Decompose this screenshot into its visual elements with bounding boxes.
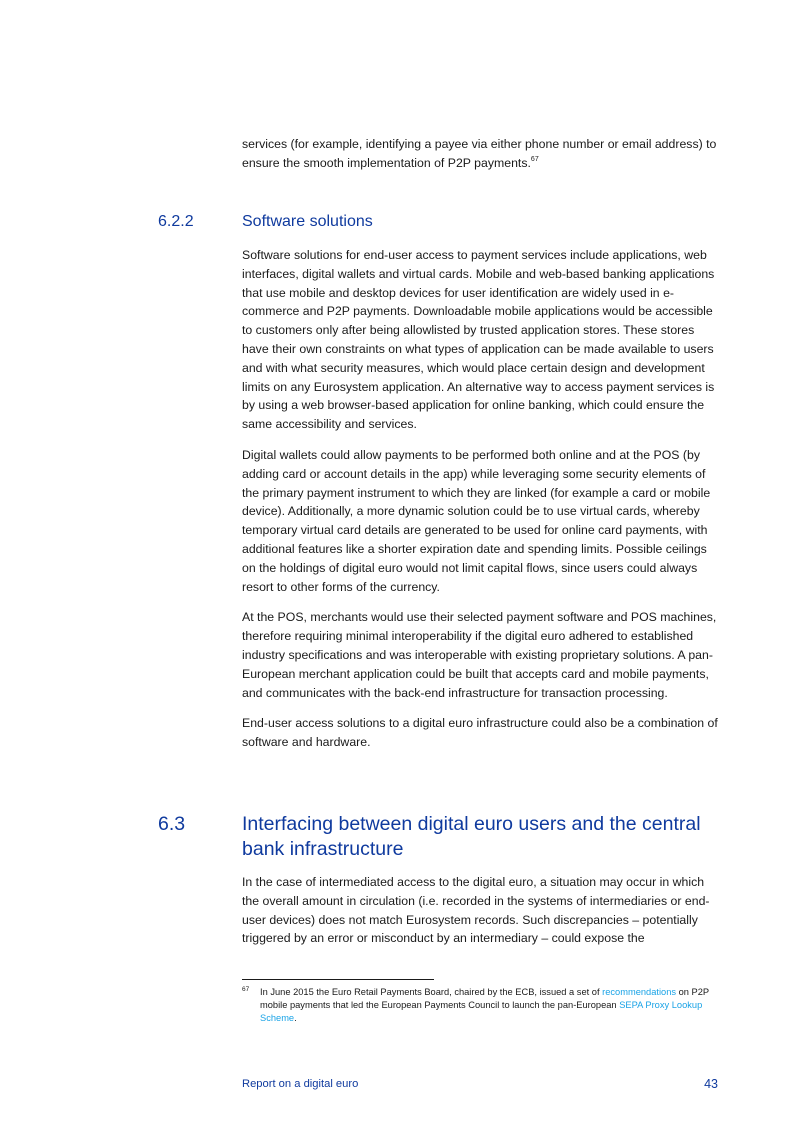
footer-report-title: Report on a digital euro (242, 1078, 359, 1090)
section-number-6-2-2: 6.2.2 (158, 213, 194, 230)
footnote-text-part: . (294, 1012, 297, 1023)
paragraph: In the case of intermediated access to the digital euro, a situation may occur in which the overall amount in circulation (i.e. recorded in the systems of intermediaries or end-user devices) does not match Eurosystem records. Such discrepancies – potentially triggered by an error or misconduct by an intermediary – could expose the (242, 875, 710, 946)
page-number: 43 (704, 1077, 718, 1091)
intro-paragraph (242, 135, 720, 173)
recommendations-link[interactable]: recommendations (602, 987, 677, 997)
footnote-text-part: on P2P mobile payments that led the European Payments Council to launch the pan-European (260, 987, 709, 1010)
section-number-6-3: 6.3 (158, 813, 186, 835)
section-6-3-body (242, 873, 720, 948)
footnote-divider (242, 979, 434, 980)
footnote-reference[interactable]: 67 (530, 155, 539, 163)
section-title-interfacing: Interfacing between digital euro users and the central bank infrastructure (242, 813, 701, 860)
paragraph: End-user access solutions to a digital euro infrastructure could also be a combination of software and hardware. (242, 716, 718, 750)
paragraph: Digital wallets could allow payments to be performed both online and at the POS (by adding card or account details in the app) while leveraging some security elements of the primary payment instrument to which they are linked (for example a card or mobile device). Additionally, a more dynamic solution could be to use virtual cards, whereby temporary virtual card details are generated to be used for online card payments, with additional features like a shorter expiration date and spending limits. Possible ceilings on the holdings of digital euro would not limit capital flows, since users could always resort to other forms of the currency. (242, 447, 711, 594)
section-title-software-solutions: Software solutions (242, 213, 373, 230)
sepa-proxy-lookup-link[interactable]: SEPA Proxy Lookup Scheme (260, 999, 703, 1023)
footnote-mark: 67 (242, 986, 250, 993)
footnote-text-part: In June 2015 the Euro Retail Payments Board, chaired by the ECB, issued a set of (260, 987, 603, 997)
paragraph: Software solutions for end-user access to payment services include applications, web interfaces, digital wallets and virtual cards. Mobile and web-based banking applications that use mobile and desktop devices for user identification are widely used in e-commerce and P2P payments. Downloadable mobile applications would be accessible to customers only after being allowlisted by trusted application stores. These stores have their own constraints on what types of application can be made available to users and with what security measures, which would place certain design and development limits on any Eurosystem application. An alternative way to access payment services is by using a web browser-based application for online banking, which could ensure the same accessibility and services. (242, 248, 715, 432)
section-6-2-2-body (242, 246, 720, 752)
intro-text: services (for example, identifying a payee via either phone number or email address) to ensure the smooth implementation of P2P payments. (242, 137, 717, 170)
footnote-text (260, 986, 720, 1024)
paragraph: At the POS, merchants would use their selected payment software and POS machines, therefore requiring minimal interoperability if the digital euro adhered to established industry specifications and was interoperable with existing proprietary solutions. A pan-European merchant application could be built that accepts card and mobile payments, and communicates with the back-end infrastructure for transaction processing. (242, 610, 717, 700)
footnote (242, 986, 720, 1024)
